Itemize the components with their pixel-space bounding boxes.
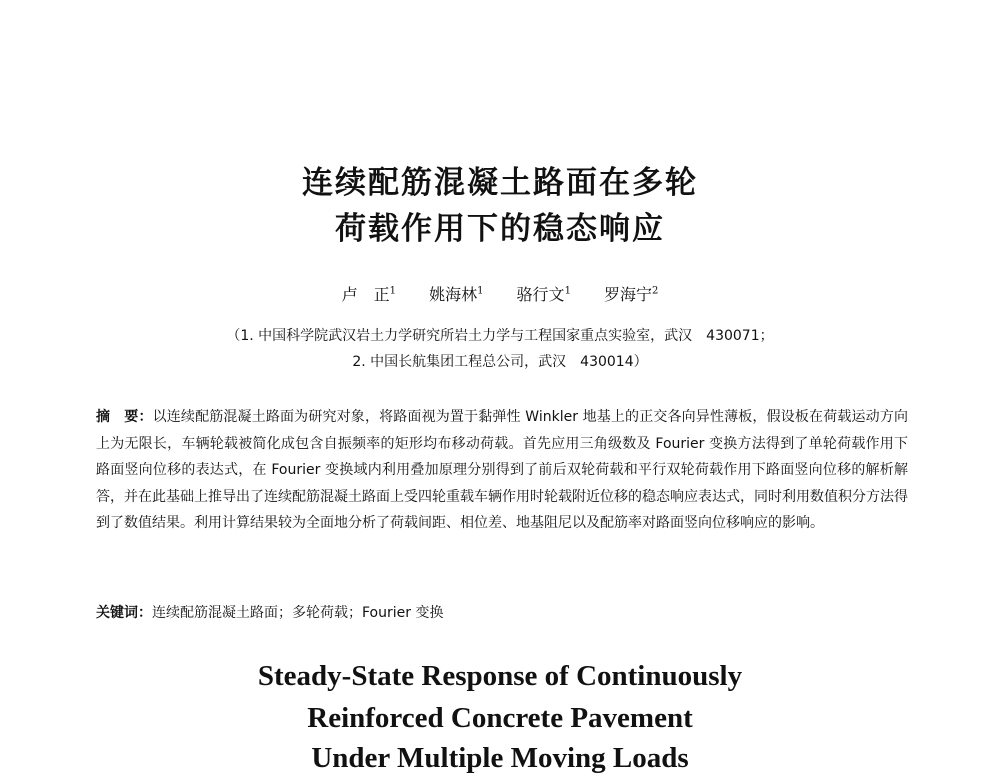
abstract	[96, 404, 908, 537]
chinese-title-line-1: 连续配筋混凝土路面在多轮	[302, 165, 698, 201]
abstract-label: 摘 要：	[96, 409, 153, 425]
abstract-text: 以连续配筋混凝土路面为研究对象，将路面视为置于黏弹性 Winkler 地基上的正交各向异性薄板，假设板在荷载运动方向上为无限长，车辆轮载被简化成包含自振频率的矩形均布移动荷载。首先应用三角级数及 Fourier 变换方法得到了单轮荷载作用下路面竖向位移的表达式，在 Fourier 变换域内利用叠加原理分别得到了前后双轮荷载和平行双轮荷载作用下路面竖向位移的解析解答，并在此基础上推导出了连续配筋混凝土路面上受四轮重载车辆作用时轮载附近位移的稳态响应表达式，同时利用数值积分方法得到了数值结果。利用计算结果较为全面地分析了荷载间距、相位差、地基阻尼以及配筋率对路面竖向位移响应的影响。	[96, 409, 908, 531]
author: 骆行文$^1$	[516, 285, 571, 304]
affiliation-line-1: （1. 中国科学院武汉岩土力学研究所岩土力学与工程国家重点实验室，武汉 430071；	[226, 328, 774, 344]
english-title-line-2: Reinforced Concrete Pavement	[307, 702, 693, 734]
author: 姚海林$^1$	[429, 285, 484, 304]
author-list	[0, 282, 1000, 305]
english-title-line-3: Under Multiple Moving Loads	[311, 742, 689, 774]
english-title-line-1: Steady-State Response of Continuously	[257, 660, 743, 692]
keywords-label: 关键词：	[96, 605, 152, 621]
keywords	[96, 600, 908, 626]
author: 罗海宁$^2$	[604, 285, 659, 304]
affiliation-line-2: 2. 中国长航集团工程总公司，武汉 430014）	[352, 354, 648, 370]
chinese-title-line-2: 荷载作用下的稳态响应	[335, 211, 665, 247]
author: 卢 正$^1$	[341, 285, 396, 304]
keywords-text: 连续配筋混凝土路面；多轮荷载；Fourier 变换	[152, 605, 444, 621]
